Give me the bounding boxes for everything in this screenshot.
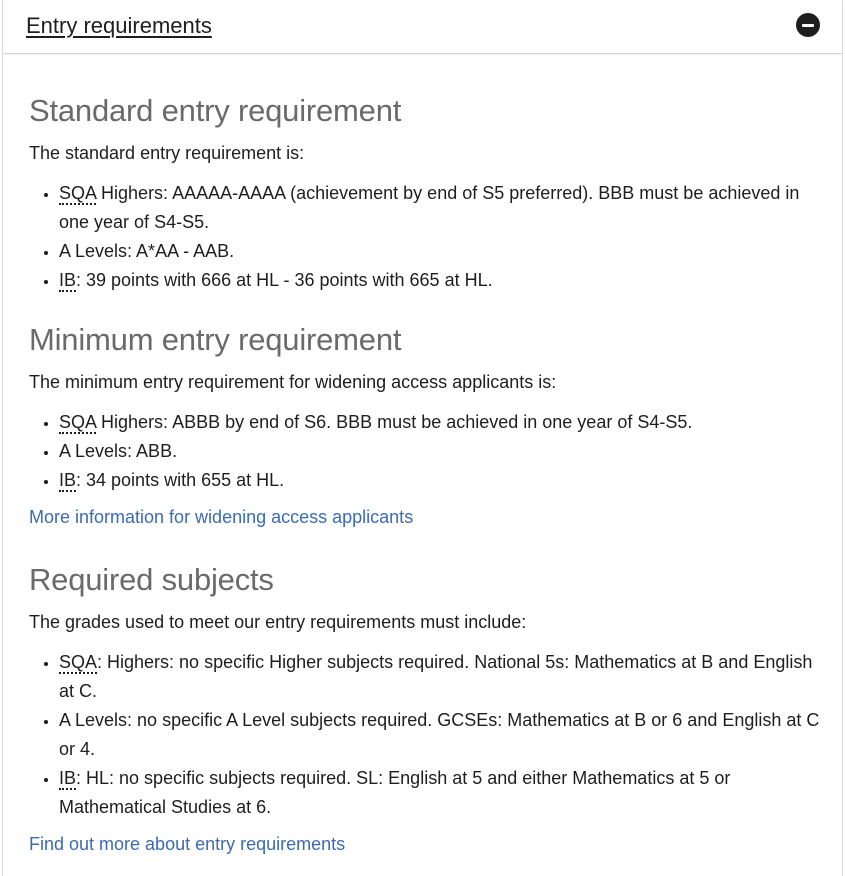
ib-abbr[interactable]: IB: [59, 470, 77, 491]
panel-header[interactable]: [3, 0, 842, 54]
entry-requirements-link[interactable]: Find out more about entry requirements: [29, 834, 346, 855]
list-item: [59, 437, 822, 466]
list-item: [59, 237, 822, 266]
minimum-heading: Minimum entry requirement: [29, 322, 402, 357]
list-item: [59, 706, 822, 764]
standard-section: [29, 92, 822, 295]
minimum-list: [29, 408, 822, 495]
list-item: [59, 764, 822, 822]
ib-abbr[interactable]: IB: [59, 768, 77, 789]
entry-requirements-panel: [2, 0, 843, 876]
widening-access-link[interactable]: More information for widening access applicants: [29, 507, 414, 528]
list-item: [59, 466, 822, 495]
list-item-text: : Highers: no specific Higher subjects required. National 5s: Mathematics at B and English at C.: [59, 652, 813, 702]
ib-abbr[interactable]: IB: [59, 270, 77, 291]
list-item-text: : 34 points with 655 at HL.: [76, 470, 285, 491]
minimum-section: [29, 321, 822, 528]
list-item-text: : HL: no specific subjects required. SL: English at 5 and either Mathematics at 5 or Mathematical Studies at 6.: [59, 768, 731, 818]
list-item-text: A Levels: A*AA - AAB.: [59, 241, 235, 262]
subjects-intro: The grades used to meet our entry requirements must include:: [29, 612, 527, 633]
list-item: [59, 179, 822, 237]
sqa-abbr[interactable]: SQA: [59, 652, 98, 673]
minimum-intro: The minimum entry requirement for widening access applicants is:: [29, 372, 557, 393]
list-item: [59, 266, 822, 295]
list-item-text: Highers: AAAAA-AAAA (achievement by end of S5 preferred). BBB must be achieved in one year of S4-S5.: [59, 183, 800, 233]
standard-intro: The standard entry requirement is:: [29, 143, 305, 164]
sqa-abbr[interactable]: SQA: [59, 412, 97, 433]
subjects-list: [29, 648, 822, 822]
list-item: [59, 648, 822, 706]
sqa-abbr[interactable]: SQA: [59, 183, 97, 204]
list-item-text: : 39 points with 666 at HL - 36 points with 665 at HL.: [76, 270, 493, 291]
list-item-text: A Levels: ABB.: [59, 441, 178, 462]
list-item-text: A Levels: no specific A Level subjects required. GCSEs: Mathematics at B or 6 and English at C or 4.: [59, 710, 820, 760]
standard-heading: Standard entry requirement: [29, 93, 402, 128]
subjects-section: [29, 561, 822, 855]
minus-circle-icon[interactable]: [796, 13, 820, 37]
panel-title[interactable]: Entry requirements: [26, 13, 212, 38]
list-item-text: Highers: ABBB by end of S6. BBB must be achieved in one year of S4-S5.: [96, 412, 693, 433]
standard-list: [29, 179, 822, 295]
list-item: [59, 408, 822, 437]
subjects-heading: Required subjects: [29, 562, 274, 597]
